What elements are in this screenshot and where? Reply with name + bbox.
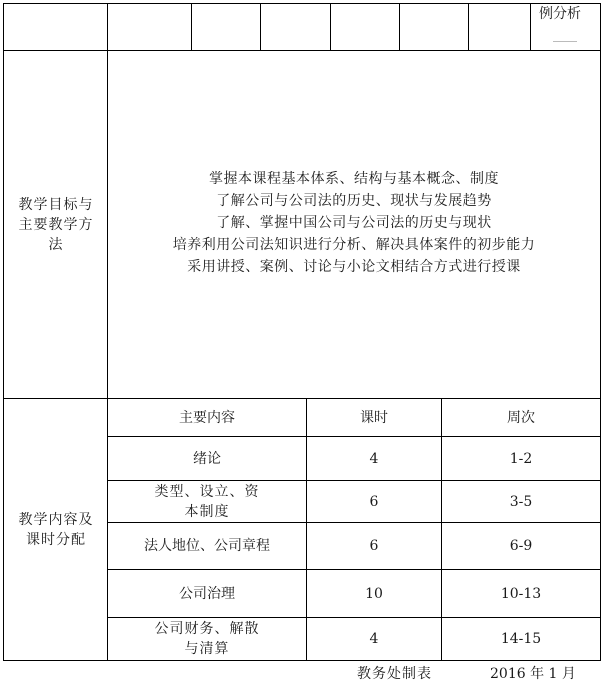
footer-date: 2016 年 1 月 [490,666,576,682]
objectives-label-text: 教学目标与主要教学方法 [18,196,94,253]
row-weeks: 14-15 [500,631,542,647]
row-weeks: 3-5 [509,493,533,510]
header-hours: 课时 [360,409,388,426]
row-hours: 10 [365,585,383,602]
row-hours: 4 [369,631,379,647]
row-content [108,481,306,522]
objective-item: 了解公司与公司法的历史、现状与发展趋势 [216,193,492,209]
schedule-label [8,399,104,660]
partial-text-underline [553,41,577,42]
row-content-text: 类型、设立、资本制度 [154,483,260,520]
top-row-partial-cell [531,3,600,50]
schedule-label-text: 教学内容及课时分配 [18,511,94,548]
row-weeks: 1-2 [509,450,533,467]
footer-maker: 教务处制表 [357,666,432,682]
header-weeks: 周次 [507,409,535,426]
row-content: 公司治理 [179,585,235,602]
row-weeks: 10-13 [500,585,542,602]
header-content: 主要内容 [179,409,235,426]
objective-item: 掌握本课程基本体系、结构与基本概念、制度 [209,171,499,187]
row-hours: 4 [369,450,379,467]
row-content: 法人地位、公司章程 [144,538,270,554]
row-hours: 6 [369,538,379,554]
objectives-content [108,168,600,278]
row-content: 绪论 [193,450,221,467]
objective-item: 采用讲授、案例、讨论与小论文相结合方式进行授课 [187,259,521,275]
objectives-label [8,51,104,398]
row-content-text: 公司财务、解散与清算 [154,621,260,657]
top-row-partial-text: 例分析 [539,6,581,22]
row-weeks: 6-9 [509,538,533,554]
row-content [108,618,306,660]
objective-item: 培养利用公司法知识进行分析、解决具体案件的初步能力 [172,237,536,253]
row-hours: 6 [369,493,379,510]
objective-item: 了解、掌握中国公司与公司法的历史与现状 [216,215,492,231]
